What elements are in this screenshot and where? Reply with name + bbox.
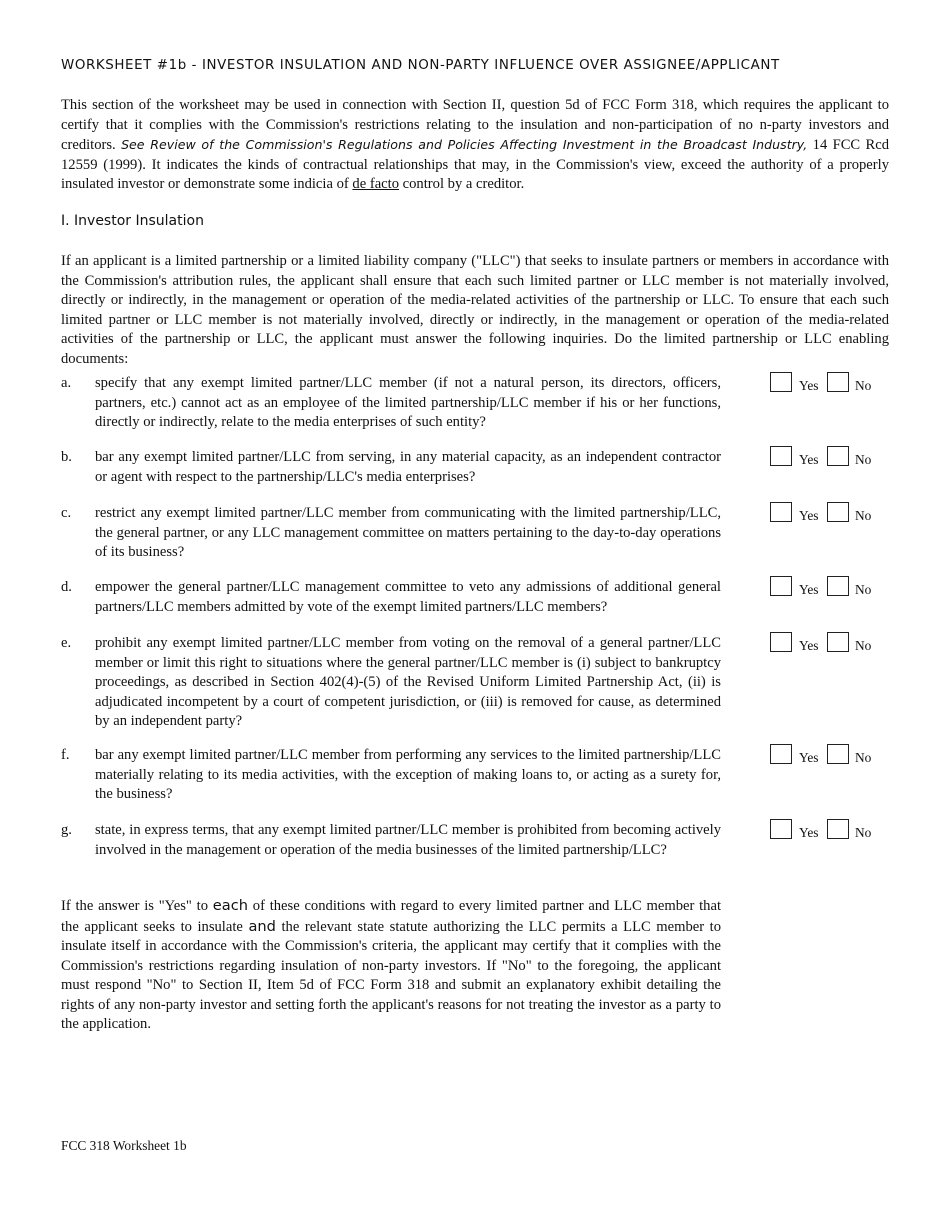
answer-group [770, 632, 890, 656]
closing-each: each [212, 897, 248, 914]
no-label: No [855, 378, 872, 393]
answer-group [770, 372, 890, 396]
yes-label: Yes [799, 750, 819, 765]
question-letter: a. [61, 375, 72, 391]
closing-text-part3: the relevant state statute authorizing the LLC permits a LLC member to insulate itself in accordance with the Commission's criteria, the applicant may certify that it complies with the Commission's restrictions regarding insulation of non-party investors. If "No" to the foregoing, the applicant must respond "No" to Section II, Item 5d of FCC Form 318 and submit an explanatory exhibit detailing the rights of any non-party investor and setting forth the applicant's reasons for not treating the investor as a party to the application. [61, 918, 722, 1032]
yes-checkbox[interactable] [770, 446, 792, 466]
intro-de-facto: de facto [352, 176, 399, 192]
question-letter: c. [61, 505, 72, 521]
question-text: restrict any exempt limited partner/LLC member from communicating with the limited partnership/LLC, the general partner, or any LLC management committee on matters pertaining to the day-to-day operations of its business? [95, 505, 721, 560]
section-heading-investor-insulation: I. Investor Insulation [61, 213, 204, 229]
no-label: No [855, 750, 872, 765]
no-checkbox[interactable] [827, 576, 849, 596]
intro-text-part3: control by a creditor. [402, 176, 525, 192]
closing-text-part1: If the answer is "Yes" to [61, 898, 208, 914]
question-text: state, in express terms, that any exempt limited partner/LLC member is prohibited from becoming actively involved in the management or operation of the media businesses of the limited partnership/LLC? [95, 822, 721, 858]
no-checkbox[interactable] [827, 502, 849, 522]
yes-checkbox[interactable] [770, 576, 792, 596]
no-label: No [855, 452, 872, 467]
yes-label: Yes [799, 378, 819, 393]
intro-text-part2: 14 FCC Rcd 12559 (1999). It indicates the kinds of contractual relationships that may, in the Commission's view, exceed the authority of a properly insulated investor or demonstrate some indicia of [61, 137, 890, 192]
yes-checkbox[interactable] [770, 372, 792, 392]
answer-group [770, 502, 890, 526]
yes-checkbox[interactable] [770, 632, 792, 652]
section-body-paragraph: If an applicant is a limited partnership or a limited liability company ("LLC") that seeks to insulate partners or members in accordance with the Commission's attribution rules, the applicant shall ensure that each such limited partner or LLC member is not materially involved, directly or indirectly, in the management or operation of the media-related activities of the partnership or LLC. To ensure that each such limited partner or LLC member is not materially involved, directly or indirectly, in the management or operation of the media-related activities of the partnership or LLC, the applicant must answer the following inquiries. Do the limited partnership or LLC enabling documents: [61, 253, 889, 367]
no-checkbox[interactable] [827, 744, 849, 764]
question-letter: b. [61, 449, 72, 465]
closing-and: and [248, 917, 276, 935]
question-text: prohibit any exempt limited partner/LLC member from voting on the removal of a general partner/LLC member or limit this right to situations where the general partner/LLC member is (i) subject to bankruptcy proceedings, as described in Section 402(4)-(5) of the Revised Uniform Limited Partnership Act, (ii) is adjudicated incompetent by a court of competent jurisdiction, or (iii) is removed for cause, as determined by an independent party? [95, 635, 721, 729]
no-checkbox[interactable] [827, 372, 849, 392]
yes-label: Yes [799, 508, 819, 523]
yes-checkbox[interactable] [770, 744, 792, 764]
question-letter: d. [61, 579, 72, 595]
closing-text-part2: of these conditions with regard to every limited partner and LLC member that the applicant seeks to insulate [61, 898, 721, 935]
question-letter: e. [61, 635, 72, 651]
answer-group [770, 576, 890, 600]
yes-checkbox[interactable] [770, 502, 792, 522]
yes-label: Yes [799, 582, 819, 597]
answer-group [770, 446, 890, 470]
yes-label: Yes [799, 452, 819, 467]
no-checkbox[interactable] [827, 819, 849, 839]
intro-reference: See Review of the Commission's Regulations and Policies Affecting Investment in the Broadcast Industry, [121, 137, 808, 152]
intro-text-part1: This section of the worksheet may be used in connection with Section II, question 5d of FCC Form 318, which requires the applicant to certify that it complies with the Commission's restrictions relating to the insulation and non-participation of no n-party investors and creditors. [61, 97, 889, 153]
worksheet-title: WORKSHEET #1b - INVESTOR INSULATION AND NON-PARTY INFLUENCE OVER ASSIGNEE/APPLICANT [61, 58, 780, 73]
yes-label: Yes [799, 638, 819, 653]
yes-label: Yes [799, 825, 819, 840]
closing-paragraph [61, 896, 721, 1035]
no-label: No [855, 582, 872, 597]
question-text: bar any exempt limited partner/LLC from serving, in any material capacity, as an independent contractor or agent with respect to the partnership/LLC's media enterprises? [95, 449, 721, 485]
question-letter: g. [61, 822, 72, 838]
no-label: No [855, 508, 872, 523]
intro-paragraph [61, 96, 889, 195]
no-label: No [855, 638, 872, 653]
question-letter: f. [61, 747, 70, 763]
page-footer: FCC 318 Worksheet 1b [61, 1138, 187, 1153]
question-text: empower the general partner/LLC management committee to veto any admissions of additional general partners/LLC members admitted by vote of the exempt limited partners/LLC members? [95, 579, 721, 615]
yes-checkbox[interactable] [770, 819, 792, 839]
no-label: No [855, 825, 872, 840]
answer-group [770, 819, 890, 843]
question-text: specify that any exempt limited partner/LLC member (if not a natural person, its directors, officers, partners, etc.) cannot act as an employee of the limited partnership/LLC member if his or her functions, directly or indirectly, relate to the media enterprises of such entity? [95, 375, 721, 430]
no-checkbox[interactable] [827, 446, 849, 466]
question-text: bar any exempt limited partner/LLC member from performing any services to the limited partnership/LLC materially relating to its media activities, with the exception of making loans to, or acting as a surety for, the business? [95, 747, 721, 802]
no-checkbox[interactable] [827, 632, 849, 652]
answer-group [770, 744, 890, 768]
